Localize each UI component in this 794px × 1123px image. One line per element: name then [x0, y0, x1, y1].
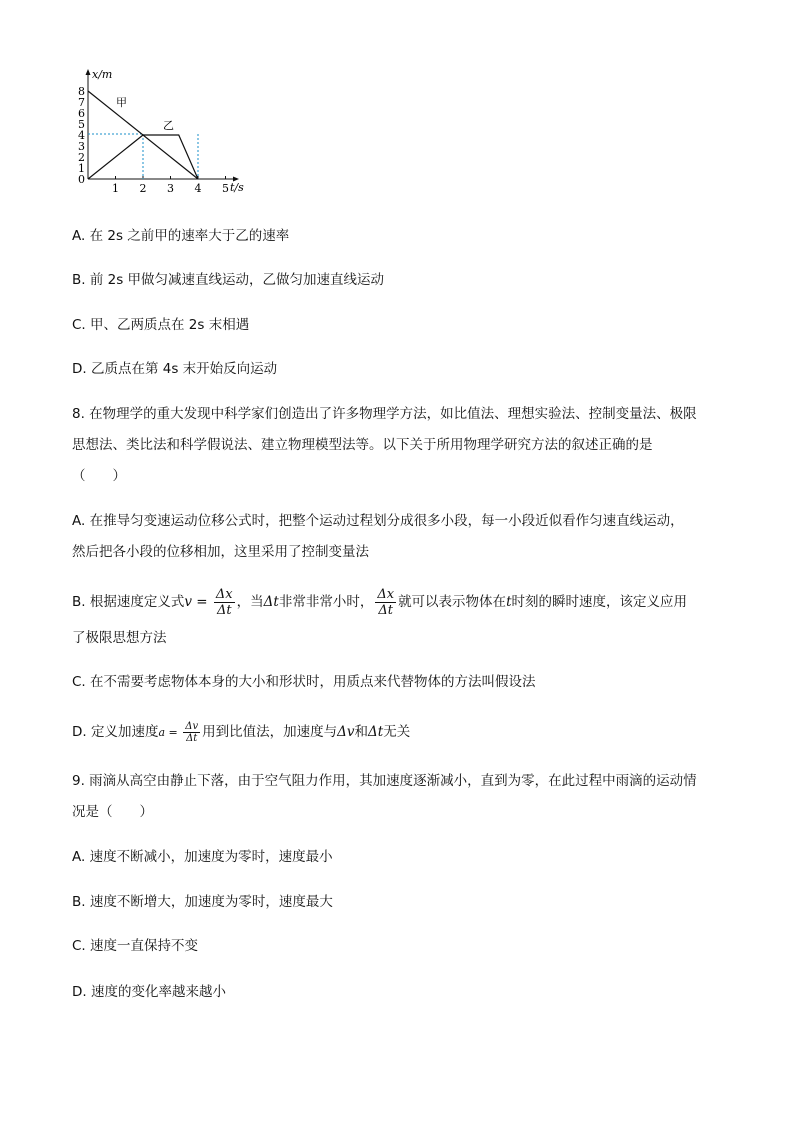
q9-stem-line1: 9. 雨滴从高空由静止下落，由于空气阻力作用，其加速度逐渐减小，直到为零，在此过程中雨滴的运动情	[72, 773, 697, 789]
q8-b-end: 时刻的瞬时速度，该定义应用	[511, 594, 687, 610]
x-tick-label: 5	[222, 182, 229, 195]
q8-b-fraction-2: $\frac{\Delta x}{\Delta t}$	[377, 586, 395, 618]
y-tick-label: 1	[78, 162, 85, 175]
series-line-yi	[88, 135, 198, 179]
q8-stem-line3: （ ）	[72, 468, 126, 484]
y-tick-label: 7	[78, 96, 85, 109]
y-tick-label: 6	[78, 107, 85, 120]
q8-d-a: a	[158, 726, 166, 739]
q8-b-v: v	[184, 594, 192, 610]
q8-option-a-line1: A. 在推导匀变速运动位移公式时，把整个运动过程划分成很多小段，每一小段近似看作匀速直线运动，	[72, 513, 684, 529]
q8-option-c: C. 在不需要考虑物体本身的大小和形状时，用质点来代替物体的方法叫假设法	[72, 674, 536, 690]
q8-d-dv: Δv	[337, 724, 355, 740]
q8-b-fraction: $\frac{\Delta x}{\Delta t}$	[215, 586, 233, 618]
y-tick-label: 5	[78, 118, 85, 131]
q7-option-d: D. 乙质点在第 4s 末开始反向运动	[72, 361, 278, 377]
q8-d-pre: D. 定义加速度	[72, 724, 159, 740]
q8-b-t: t	[506, 594, 512, 610]
q8-d-fraction: $\frac{\Delta v}{\Delta t}$	[185, 720, 199, 744]
q8-option-b-line1	[72, 584, 687, 620]
q8-b-mid3: 就可以表示物体在	[398, 594, 507, 610]
q9-option-d: D. 速度的变化率越来越小	[72, 984, 226, 1000]
q8-d-dt: Δt	[368, 724, 384, 740]
q8-d-end: 无关	[383, 724, 411, 740]
y-tick-label: 0	[78, 173, 85, 186]
x-tick-label: 2	[139, 182, 147, 195]
label-yi: 乙	[163, 119, 174, 132]
q8-d-mid: 用到比值法，加速度与	[202, 724, 338, 740]
q8-stem-line2: 思想法、类比法和科学假说法、建立物理模型法等。以下关于所用物理学研究方法的叙述正确的是	[72, 437, 653, 453]
q9-option-c: C. 速度一直保持不变	[72, 938, 199, 954]
q8-stem-line1: 8. 在物理学的重大发现中科学家们创造出了许多物理学方法，如比值法、理想实验法、控制变量法、极限	[72, 406, 697, 422]
label-jia: 甲	[116, 96, 127, 109]
q8-option-d	[72, 716, 410, 749]
q7-option-a: A. 在 2s 之前甲的速率大于乙的速率	[72, 228, 290, 244]
q9-stem-line2: 况是（ ）	[72, 804, 153, 820]
q8-b-mid2: 非常非常小时，	[278, 594, 374, 610]
x-axis-label: t/s	[230, 181, 244, 194]
x-tick-label: 3	[167, 182, 174, 195]
x-tick-label: 1	[112, 182, 119, 195]
q7-option-c: C. 甲、乙两质点在 2s 末相遇	[72, 317, 250, 333]
y-tick-label: 2	[78, 151, 85, 164]
q8-option-b-line2: 了极限思想方法	[72, 630, 167, 646]
y-tick-label: 8	[78, 85, 85, 98]
q7-option-b: B. 前 2s 甲做匀减速直线运动，乙做匀加速直线运动	[72, 272, 385, 288]
y-tick-label: 4	[78, 129, 85, 142]
q8-d-and: 和	[354, 724, 369, 740]
y-axis-label: x/m	[92, 68, 113, 81]
q9-option-b: B. 速度不断增大，加速度为零时，速度最大	[72, 894, 333, 910]
y-axis-arrow	[86, 69, 91, 75]
q8-option-a-line2: 然后把各小段的位移相加，这里采用了控制变量法	[72, 544, 369, 560]
q8-b-pre: B. 根据速度定义式	[72, 594, 185, 610]
x-t-graph	[70, 66, 260, 196]
q8-b-dt: Δt	[263, 594, 279, 610]
q8-b-mid: ，当	[236, 594, 264, 610]
x-tick-label: 4	[194, 182, 202, 195]
q8-d-eq: =	[165, 726, 182, 739]
y-tick-label: 3	[78, 140, 85, 153]
q8-b-eq: =	[192, 594, 212, 610]
q9-option-a: A. 速度不断减小，加速度为零时，速度最小	[72, 849, 333, 865]
